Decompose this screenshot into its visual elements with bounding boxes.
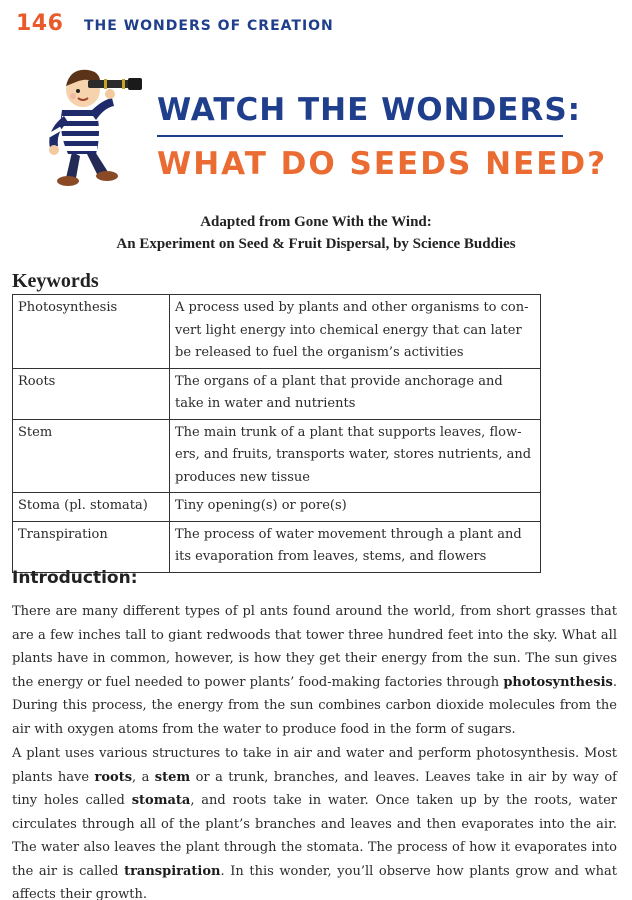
keyword-term: Transpiration: [13, 521, 170, 572]
table-row: [13, 419, 541, 493]
page-number: 146: [16, 11, 64, 36]
keyword-stomata: stomata: [131, 793, 191, 808]
boy-with-telescope-illustration: [28, 60, 148, 188]
keyword-definition: A process used by plants and other organisms to con-vert light energy into chemical energy that can later be released to fuel the organism’s activities: [170, 295, 541, 369]
paragraph-text: . In this wonder, you’ll observe how plants grow and what affects their growth.: [12, 863, 617, 900]
paragraph-text: . During this process, the energy from the sun combines carbon dioxide molecules from the air with oxygen atoms from the water to produce food in the form of sugars.: [12, 674, 617, 737]
keyword-definition: The process of water movement through a plant and its evaporation from leaves, stems, and flowers: [170, 521, 541, 572]
paragraph-text: , a: [132, 769, 155, 785]
paragraph-text: , and roots take in water. Once taken up by the roots, water circulates through all of the plant’s branches and leaves and then evaporates into the air. The water also leaves the plant through the stomata. The process of how it evaporates into the air is called: [12, 793, 617, 879]
keyword-term: Stoma (pl. stomata): [13, 493, 170, 522]
running-head: THE WONDERS OF CREATION: [84, 18, 334, 34]
keyword-definition: Tiny opening(s) or pore(s): [170, 493, 541, 522]
keyword-transpiration: transpiration: [124, 863, 221, 879]
credit-line-1: Adapted from Gone With the Wind:: [200, 214, 432, 230]
title-line-1: WATCH THE WONDERS:: [157, 92, 582, 128]
keyword-term: Photosynthesis: [13, 295, 170, 369]
keywords-table: [12, 294, 541, 573]
table-row: [13, 368, 541, 419]
keyword-definition: The organs of a plant that provide anchorage and take in water and nutrients: [170, 368, 541, 419]
keywords-heading: Keywords: [12, 270, 99, 292]
keyword-roots: roots: [94, 769, 133, 785]
intro-paragraph-2: [12, 742, 617, 900]
table-row: [13, 295, 541, 369]
credit-line-2: An Experiment on Seed & Fruit Dispersal, by Science Buddies: [116, 236, 516, 252]
table-row: [13, 521, 541, 572]
keyword-photosynthesis: photosynthesis: [503, 674, 613, 690]
keyword-definition: The main trunk of a plant that supports leaves, flow-ers, and fruits, transports water, stores nutrients, and produces new tissue: [170, 419, 541, 493]
table-row: [13, 493, 541, 522]
keyword-term: Stem: [13, 419, 170, 493]
title-divider: [157, 135, 563, 137]
keyword-term: Roots: [13, 368, 170, 419]
intro-paragraph-1: [12, 600, 617, 741]
title-line-2: WHAT DO SEEDS NEED?: [157, 146, 608, 182]
paragraph-text: or a trunk, branches, and leaves. Leaves take in air by way of tiny holes called: [12, 769, 617, 808]
paragraph-text: There are many different types of pl ants found around the world, from short grasses that are a few inches tall to giant redwoods that tower three hundred feet into the sky. What all plants have in common, however, is how they get their energy from the sun. The sun gives the energy or fuel needed to power plants’ food-making factories through: [12, 604, 617, 690]
paragraph-text: A plant uses various structures to take in air and water and perform photosynthesis. Most plants have: [12, 746, 617, 785]
introduction-heading: Introduction:: [12, 568, 138, 588]
keyword-stem: stem: [154, 769, 191, 785]
